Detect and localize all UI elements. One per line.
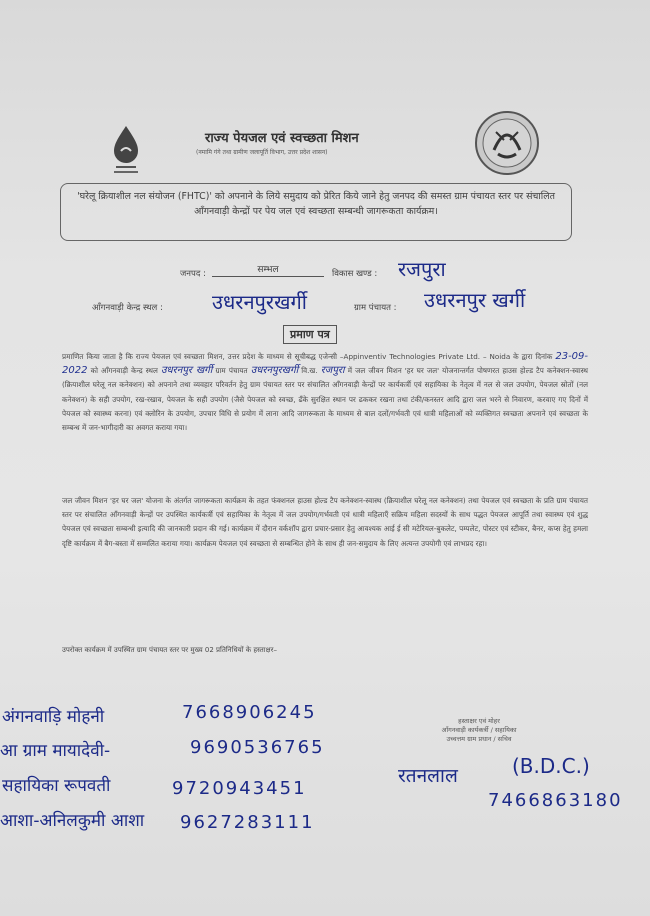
district-label: जनपद : bbox=[180, 269, 206, 279]
signature-asha: आशा-अनिलकुमी आशा bbox=[0, 811, 145, 831]
header-subtitle: (नमामि गंगे तथा ग्रामीण जलापूर्ति विभाग, उत्तर प्रदेश शासन) bbox=[196, 149, 328, 156]
block-label: विकास खण्ड : bbox=[332, 269, 378, 279]
program-date: 23-09-2022 bbox=[62, 351, 589, 377]
phone-asha: 9627283111 bbox=[180, 812, 315, 833]
sign-line-3: उच्चत्तम ग्राम प्रधान / सचिव bbox=[446, 735, 512, 743]
signature-gram: आ ग्राम मायादेवी- bbox=[0, 741, 111, 761]
para1-part-b: को आँगनवाड़ी केन्द्र स्थल bbox=[90, 366, 158, 376]
bdc-signature: रतनलाल bbox=[398, 765, 458, 787]
signature-sahayika: सहायिका रूपवती bbox=[2, 776, 111, 796]
certificate-title: प्रमाण पत्र bbox=[283, 325, 337, 344]
site-handwritten: उधरनपुर खर्गी bbox=[160, 365, 213, 377]
certificate-paragraph-1 bbox=[62, 350, 588, 435]
program-banner: 'घरेलू क्रियाशील नल संयोजन (FHTC)' को अपनाने के लिये समुदाय को प्रेरित किये जाने हेतु जनपद की समस्त ग्राम पंचायत स्तर पर संचालित आँगनवाड़ी केन्द्रों पर पेय जल एवं स्वच्छता सम्बन्धी जागरूकता कार्यक्रम। bbox=[60, 183, 572, 241]
phone-gram: 9690536765 bbox=[190, 737, 325, 758]
bdc-phone: 7466863180 bbox=[488, 790, 623, 811]
panchayat-inline-handwritten: उधरनपुरखर्गी bbox=[250, 365, 299, 377]
sign-line-2: आँगनवाड़ी कार्यकर्त्री / सहायिका bbox=[441, 726, 517, 734]
panchayat-handwritten: उधरनपुर खर्गी bbox=[424, 288, 526, 312]
para1-part-a: प्रमाणित किया जाता है कि राज्य पेयजल एवं स्वच्छता मिशन, उत्तर प्रदेश के माध्यम से सूचीबद्ध एजेन्सी –Appinventiv Technologies Private Ltd. – Noida के द्वारा दिनांक bbox=[62, 352, 553, 361]
district-value bbox=[212, 262, 324, 277]
district-text: सम्भल bbox=[257, 265, 279, 275]
sign-line-1: हस्ताक्षर एवं मोहर bbox=[458, 717, 500, 725]
up-government-emblem bbox=[474, 110, 540, 176]
signature-anganwadi: अंगनवाड़ि मोहनी bbox=[2, 707, 105, 727]
jal-jeevan-logo bbox=[108, 124, 144, 176]
header-title: राज्य पेयजल एवं स्वच्छता मिशन bbox=[205, 131, 359, 146]
para1-part-e: में जल जीवन मिशन 'हर घर जल' योजनान्तर्गत पोषणरत हाउस होल्ड टैप कनेक्शन-स्वास्थ (क्रियाशील घरेलू नल कनेक्शन) को अपनाने तथा व्यवहार परिवर्तन हेतु ग्राम पंचायत स्तर पर संचालित आँगनवाड़ी केन्द्रों पर कार्यकर्त्री एवं सहायिका के नेतृत्व में नल से जल उपयोग, पेयजल स्रोतों (नल कनेक्शन) के सही उपयोग, रख-रखाव, पेयजल के सही उपयोग (जैसे पेयजल को स्वच्छ, ढँके सुरक्षित स्थान पर ढककर रखना तथा टंकी/कनस्तर आदि द्वारा जल भरने से निवारण, करवाए गए दिनों में पेयजल को स्वास्थ्य करना) एवं क्लोरिन के उपयोग, उपचार विधि से प्रयोग में लाना आदि जागरूकता के माध्यम से बाल दलों/गर्भवती एवं धात्री महिलाओं को व्यक्तिगत स्वच्छता अपनाने एवं स्वच्छता के सम्बन्ध में जन-भागीदारी का अवगत कराया गया। bbox=[62, 366, 589, 433]
official-signature-block bbox=[404, 717, 554, 744]
signatories-intro: उपरोक्त कार्यक्रम में उपस्थित ग्राम पंचायत स्तर पर मुख्य 02 प्रतिनिधियों के हस्ताक्षर– bbox=[62, 646, 277, 654]
bdc-tag: (B.D.C.) bbox=[512, 754, 590, 778]
block-handwritten: रजपुरा bbox=[398, 257, 446, 281]
panchayat-label: ग्राम पंचायत : bbox=[354, 303, 397, 313]
block-inline-handwritten: रजपुरा bbox=[320, 365, 345, 377]
anganwadi-label: आँगनवाड़ी केन्द्र स्थल : bbox=[92, 303, 163, 313]
para1-part-c: ग्राम पंचायत bbox=[215, 366, 248, 376]
phone-sahayika: 9720943451 bbox=[172, 778, 307, 799]
anganwadi-handwritten: उधरनपुरखर्गी bbox=[212, 290, 307, 314]
certificate-paragraph-2: जल जीवन मिशन 'हर घर जल' योजना के अंतर्गत जागरूकता कार्यक्रम के तहत फंक्शनल हाउस होल्ड टैप कनेक्शन-स्वास्थ (क्रियाशील घरेलू नल कनेक्शन) तथा पेयजल एवं स्वच्छता के प्रति ग्राम पंचायत स्तर पर संचालित आँगनवाड़ी केन्द्रों पर उपस्थित कार्यकर्त्री एवं सहायिका के नेतृत्व में जल उपयोग/गर्भवती एवं धात्री महिलाएँ सक्रिय महिला सदस्यों के साथ पद्धत पेयजल आपूर्ति तथा स्वास्थ्य एवं शुद्ध पेयजल एवं स्वच्छता सम्बन्धी इत्यादि की जानकारी प्रदान की गई। कार्यक्रम में दौरान वर्कशॉप द्वारा प्रचार-प्रसार हेतु आवश्यक आई ई सी मटेरियल-बुकलेट, पम्पलेट, पोस्टर एवं स्टीकर, बैनर, कप्स हेतु हमला दृष्टि कार्यक्रम में बैग-बस्ता में सम्मलित कराया गया। कार्यक्रम पेयजल एवं स्वच्छता से सम्बन्धित होने के साथ ही जन-समुदाय के लिए अत्यन्त उपयोगी एवं लाभप्रद रहा। bbox=[62, 496, 588, 548]
phone-anganwadi: 7668906245 bbox=[182, 702, 317, 723]
para1-part-d: वि.ख. bbox=[301, 366, 318, 376]
